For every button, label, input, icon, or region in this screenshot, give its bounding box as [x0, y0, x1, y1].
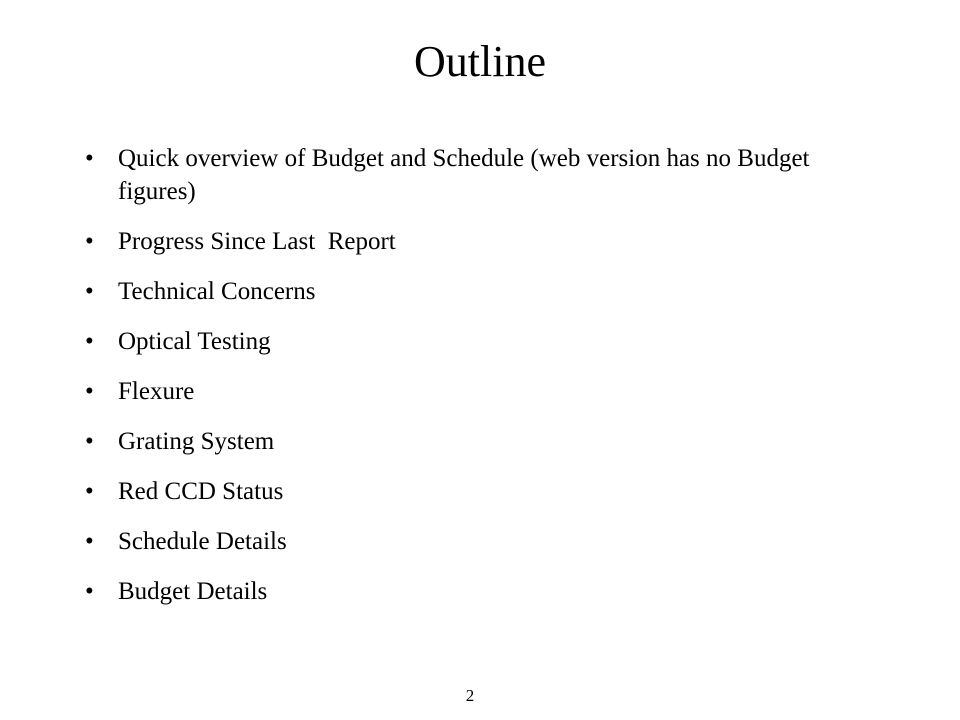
- bullet-item: [85, 225, 815, 258]
- bullet-item: [85, 475, 815, 508]
- bullet-icon: •: [85, 145, 94, 172]
- bullet-text: Schedule Details: [118, 528, 287, 555]
- bullet-text: Grating System: [118, 428, 275, 455]
- slide-title: Outline: [414, 37, 546, 86]
- bullet-icon: •: [85, 428, 94, 455]
- bullet-text: Quick overview of Budget and Schedule (web version has no Budget figures): [118, 145, 810, 205]
- bullet-icon: •: [85, 478, 94, 505]
- bullet-item: [85, 275, 815, 308]
- bullet-text: Progress Since Last Report: [118, 228, 396, 255]
- bullet-icon: •: [85, 228, 94, 255]
- bullet-icon: •: [85, 278, 94, 305]
- bullet-item: [85, 142, 815, 208]
- bullet-item: [85, 425, 815, 458]
- bullet-text: Technical Concerns: [118, 278, 316, 305]
- bullet-icon: •: [85, 328, 94, 355]
- bullet-text: Red CCD Status: [118, 478, 284, 505]
- bullet-text: Flexure: [118, 378, 195, 405]
- bullet-item: [85, 525, 815, 558]
- page-number: 2: [465, 686, 475, 705]
- bullet-text: Optical Testing: [118, 328, 271, 355]
- bullet-item: [85, 325, 815, 358]
- bullet-icon: •: [85, 528, 94, 555]
- bullet-item: [85, 575, 815, 608]
- bullet-text: Budget Details: [118, 578, 268, 605]
- bullet-list: [85, 142, 815, 625]
- bullet-icon: •: [85, 578, 94, 605]
- bullet-item: [85, 375, 815, 408]
- bullet-icon: •: [85, 378, 94, 405]
